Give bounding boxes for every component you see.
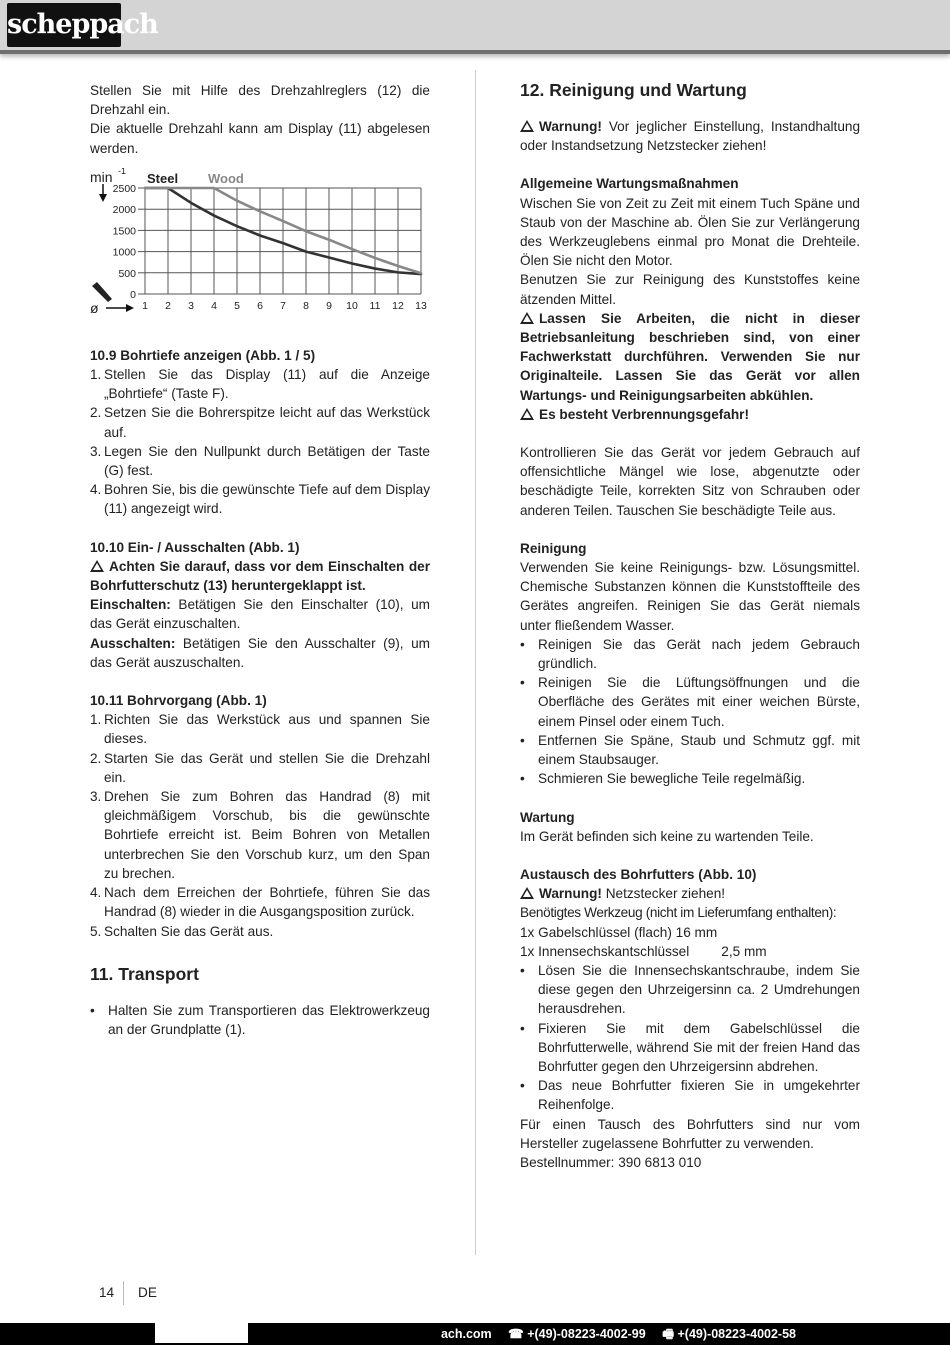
x-tick-label: 3 <box>188 299 194 312</box>
section-10-9-list <box>90 365 430 519</box>
cleaning-item-text: Schmieren Sie bewegliche Teile regelmäßig. <box>538 771 806 787</box>
x-tick-label: 2 <box>165 299 171 312</box>
legend-steel: Steel <box>147 170 179 186</box>
off-label: Ausschalten: <box>90 635 176 651</box>
steps-10-11-item-marker: 5. <box>90 923 102 939</box>
warning-icon <box>90 560 104 572</box>
intro-text-1: Stellen Sie mit Hilfe des Drehzahlreglers (12) die Drehzahl ein. <box>90 83 430 118</box>
chuck-item-text: Fixieren Sie mit dem Gabelschlüssel die Bohrfutterwelle, während Sie mit der freien Hand das Bohrfutter gegen den Uhrzeigersinn abdrehen. <box>538 1020 860 1074</box>
general-maintenance-p1: Wischen Sie von Zeit zu Zeit mit einem Tuch Späne und Staub von der Maschine ab. Ölen Sie zur Verlängerung des Werkzeuglebens einmal pro Monat die Drehteile. Ölen Sie nicht den Motor. <box>520 195 860 269</box>
cleaning-item <box>520 769 860 788</box>
cleaning-item-text: Reinigen Sie die Lüftungsöffnungen und die Oberfläche des Gerätes mit einer weichen Bürste, einem Pinsel oder einem Tuch. <box>538 675 860 729</box>
warning-1 <box>520 117 860 155</box>
y-tick-label: 1000 <box>112 246 136 259</box>
steps-10-11-item <box>90 710 430 748</box>
cleaning-paragraph: Verwenden Sie keine Reinigungs- bzw. Lösungsmittel. Chemische Substanzen können die Kunststoffteile des Gerätes angreifen. Reinigen Sie das Gerät niemals unter fließendem Wasser. <box>520 560 860 633</box>
steps-10-11-item-text: Starten Sie das Gerät und stellen Sie die Drehzahl ein. <box>104 750 430 785</box>
fax-number: +(49)-08223-4002-58 <box>677 1327 796 1341</box>
y-axis-label: min <box>90 168 113 185</box>
y-tick-label: 500 <box>118 267 136 280</box>
speed-chart-svg <box>88 168 438 338</box>
chuck-list <box>520 961 860 1115</box>
chuck-item-text: Lösen Sie die Innensechskantschraube, indem Sie diese gegen den Uhrzeigersinn ca. 2 Umdrehungen herausdrehen. <box>538 962 860 1017</box>
transport-item <box>90 1001 430 1039</box>
section-10-10-on <box>90 595 430 633</box>
chuck-item-text: Das neue Bohrfutter fixieren Sie in umgekehrter Reihenfolge. <box>538 1078 860 1113</box>
x-tick-label: 13 <box>415 299 427 312</box>
x-tick-label: 6 <box>257 299 263 312</box>
steps-10-9-item-marker: 4. <box>90 482 102 498</box>
warning-1-text: Vor jeglicher Einstellung, Instandhaltung oder Instandsetzung Netzstecker ziehen! <box>520 119 861 154</box>
maintenance-title: Wartung <box>520 809 575 825</box>
warning-1-label: Warnung! <box>539 119 602 134</box>
x-tick-label: 5 <box>234 299 240 312</box>
steps-10-11-item-text: Schalten Sie das Gerät aus. <box>104 923 274 939</box>
steps-10-11-item <box>90 883 430 921</box>
cleaning-item <box>520 673 860 731</box>
warning-icon <box>520 120 534 132</box>
burn-warning <box>520 405 860 424</box>
section-11-list <box>90 1001 430 1039</box>
section-10-10-warning <box>90 557 430 595</box>
y-axis-arrow-head <box>99 194 107 202</box>
x-tick-label: 11 <box>369 299 381 312</box>
y-tick-label: 1500 <box>112 225 136 238</box>
x-tick-label: 12 <box>392 299 404 312</box>
cleaning-item-marker: • <box>520 636 525 652</box>
tool-2-name: 1x Innensechskantschlüssel <box>520 943 690 959</box>
steps-10-11-item <box>90 922 430 941</box>
cleaning-item-marker: • <box>520 771 525 787</box>
steps-10-11-item-text: Nach dem Erreichen der Bohrtiefe, führen Sie das Handrad (8) wieder in die Ausgangsposition zurück. <box>104 885 430 920</box>
brand-logo[interactable]: scheppach <box>7 3 121 47</box>
section-10-9-title: 10.9 Bohrtiefe anzeigen (Abb. 1 / 5) <box>90 347 316 363</box>
steps-10-9-item-text: Legen Sie den Nullpunkt durch Betätigen der Taste (G) fest. <box>104 443 430 479</box>
speed-chart <box>88 168 438 338</box>
section-10-11-list <box>90 710 430 940</box>
steps-10-11-item-text: Richten Sie das Werkstück aus und spannen Sie dieses. <box>104 712 430 747</box>
footer-white-block <box>155 1323 248 1343</box>
x-tick-label: 8 <box>303 299 309 312</box>
steps-10-11-item-text: Drehen Sie zum Bohren das Handrad (8) mit gleichmäßigem Vorschub, bis die gewünschte Bohrtiefe erreicht ist. Beim Bohren von Metallen unterbrechen Sie den Vorschub kurz, um den Span zu brechen. <box>104 789 430 881</box>
chuck-item-marker: • <box>520 1020 525 1036</box>
cleaning-item-text: Entfernen Sie Späne, Staub und Schmutz ggf. mit einem Staubsauger. <box>538 732 860 768</box>
y-axis-label-exponent: -1 <box>118 167 127 176</box>
phone-icon: ☎ <box>508 1327 524 1341</box>
on-text: Betätigen Sie den Einschalter (10), um das Gerät einzuschalten. <box>90 597 431 632</box>
tool-2 <box>520 942 860 961</box>
tool-1: 1x Gabelschlüssel (flach) 16 mm <box>520 924 718 940</box>
steps-10-11-item-marker: 4. <box>90 885 102 901</box>
transport-item-marker: • <box>90 1002 95 1018</box>
chuck-exchange-title: Austausch des Bohrfutters (Abb. 10) <box>520 866 757 882</box>
x-tick-label: 7 <box>280 299 286 312</box>
chuck-paragraph-2: Bestellnummer: 390 6813 010 <box>520 1154 702 1170</box>
section-10-10-title: 10.10 Ein- / Ausschalten (Abb. 1) <box>90 539 300 555</box>
tools-line: Benötigtes Werkzeug (nicht im Lieferumfang enthalten): <box>520 905 837 921</box>
steps-10-9-item-text: Bohren Sie, bis die gewünschte Tiefe auf dem Display (11) angezeigt wird. <box>104 482 430 517</box>
drill-bit-icon <box>92 282 112 302</box>
x-axis-label: ø <box>90 299 99 316</box>
transport-item-text: Halten Sie zum Transportieren das Elektrowerkzeug an der Grundplatte (1). <box>108 1002 430 1037</box>
header-bar <box>0 0 950 54</box>
chuck-item <box>520 1076 860 1114</box>
footer-contact <box>441 1325 796 1346</box>
y-tick-label: 2500 <box>112 182 136 195</box>
tool-2-size: 2,5 mm <box>721 943 767 959</box>
chuck-item-marker: • <box>520 962 525 978</box>
warning-icon <box>520 312 534 324</box>
x-tick-label: 10 <box>346 299 358 312</box>
chuck-warning <box>520 884 860 903</box>
warning-icon <box>520 408 534 420</box>
legend-wood: Wood <box>208 170 244 186</box>
section-10-10-warning-text: Achten Sie darauf, dass vor dem Einschalten der Bohrfutterschutz (13) heruntergeklappt ist. <box>90 558 430 594</box>
cleaning-item <box>520 635 860 673</box>
steps-10-11-item <box>90 749 430 787</box>
cleaning-title: Reinigung <box>520 540 587 556</box>
chuck-paragraph-1: Für einen Tausch des Bohrfutters sind nur vom Hersteller zugelassene Bohrfutter zu verwenden. <box>520 1116 860 1151</box>
steps-10-9-item-marker: 1. <box>90 367 102 383</box>
steps-10-9-item <box>90 403 430 441</box>
warning-icon <box>520 887 534 899</box>
check-paragraph: Kontrollieren Sie das Gerät vor jedem Gebrauch auf offensichtliche Mängel wie lose, abgenutzte oder beschädigte Teile, korrekten Sitz von Schrauben oder anderen Teilen. Tauschen Sie beschädigte Teile aus. <box>520 445 860 518</box>
steps-10-9-item-marker: 2. <box>90 405 102 421</box>
section-11-title: 11. Transport <box>90 963 199 984</box>
steps-10-11-item <box>90 787 430 883</box>
maintenance-paragraph: Im Gerät befinden sich keine zu wartenden Teile. <box>520 828 814 844</box>
steps-10-9-item <box>90 442 430 480</box>
website-link[interactable]: ach.com <box>440 1327 492 1341</box>
phone-number: +(49)-08223-4002-99 <box>527 1327 646 1341</box>
steps-10-9-item <box>90 365 430 403</box>
on-label: Einschalten: <box>90 597 171 613</box>
general-maintenance-warning-text: Lassen Sie Arbeiten, die nicht in dieser Betriebsanleitung beschrieben sind, von einer Fachwerkstatt durchführen. Verwenden Sie nur Originalteile. Lassen Sie das Gerät vor allen Wartungs- und Reinigungsarbeiten abkühlen. <box>520 310 860 403</box>
cleaning-item-text: Reinigen Sie das Gerät nach jedem Gebrauch gründlich. <box>538 636 860 672</box>
cleaning-item-marker: • <box>520 732 525 748</box>
x-tick-label: 1 <box>142 299 148 312</box>
intro-text-2: Die aktuelle Drehzahl kann am Display (11) abgelesen werden. <box>90 121 430 156</box>
language-code: DE <box>138 1285 157 1300</box>
footer-divider <box>123 1281 124 1305</box>
general-maintenance-warning <box>520 309 860 405</box>
steps-10-9-item-text: Setzen Sie die Bohrerspitze leicht auf das Werkstück auf. <box>104 405 430 440</box>
cleaning-item-marker: • <box>520 675 525 691</box>
section-10-11-title: 10.11 Bohrvorgang (Abb. 1) <box>90 693 267 709</box>
section-10-10-off <box>90 634 430 672</box>
steps-10-9-item <box>90 480 430 518</box>
chuck-warning-label: Warnung! <box>539 886 602 902</box>
left-column <box>90 81 430 1039</box>
chuck-item-marker: • <box>520 1078 525 1094</box>
page-number: 14 <box>99 1285 115 1300</box>
chuck-warning-text: Netzstecker ziehen! <box>605 886 726 902</box>
burn-warning-text: Es besteht Verbrennungsgefahr! <box>539 406 749 422</box>
x-tick-label: 4 <box>211 299 217 312</box>
general-maintenance-title: Allgemeine Wartungsmaßnahmen <box>520 176 739 192</box>
steps-10-11-item-marker: 2. <box>90 750 102 766</box>
chuck-item <box>520 1019 860 1077</box>
off-text: Betätigen Sie den Ausschalter (9), um das Gerät auszuschalten. <box>90 635 431 670</box>
x-tick-label: 9 <box>326 299 332 312</box>
steps-10-9-item-text: Stellen Sie das Display (11) auf die Anzeige „Bohrtiefe“ (Taste F). <box>104 367 430 402</box>
steps-10-9-item-marker: 3. <box>90 443 102 459</box>
footer-bar <box>0 1323 950 1345</box>
column-divider <box>475 70 476 1255</box>
fax-icon: 🖷 <box>662 1327 675 1341</box>
section-12-title: 12. Reinigung und Wartung <box>520 80 747 100</box>
cleaning-item <box>520 731 860 769</box>
y-tick-label: 2000 <box>112 204 136 217</box>
chuck-item <box>520 961 860 1019</box>
steps-10-11-item-marker: 3. <box>90 789 102 805</box>
general-maintenance-p2: Benutzen Sie zur Reinigung des Kunststoffes keine ätzenden Mittel. <box>520 272 860 307</box>
x-axis-arrow-head <box>126 304 134 312</box>
cleaning-list <box>520 635 860 789</box>
right-column <box>520 81 860 1172</box>
steps-10-11-item-marker: 1. <box>90 712 102 728</box>
y-tick-label: 0 <box>130 288 136 301</box>
